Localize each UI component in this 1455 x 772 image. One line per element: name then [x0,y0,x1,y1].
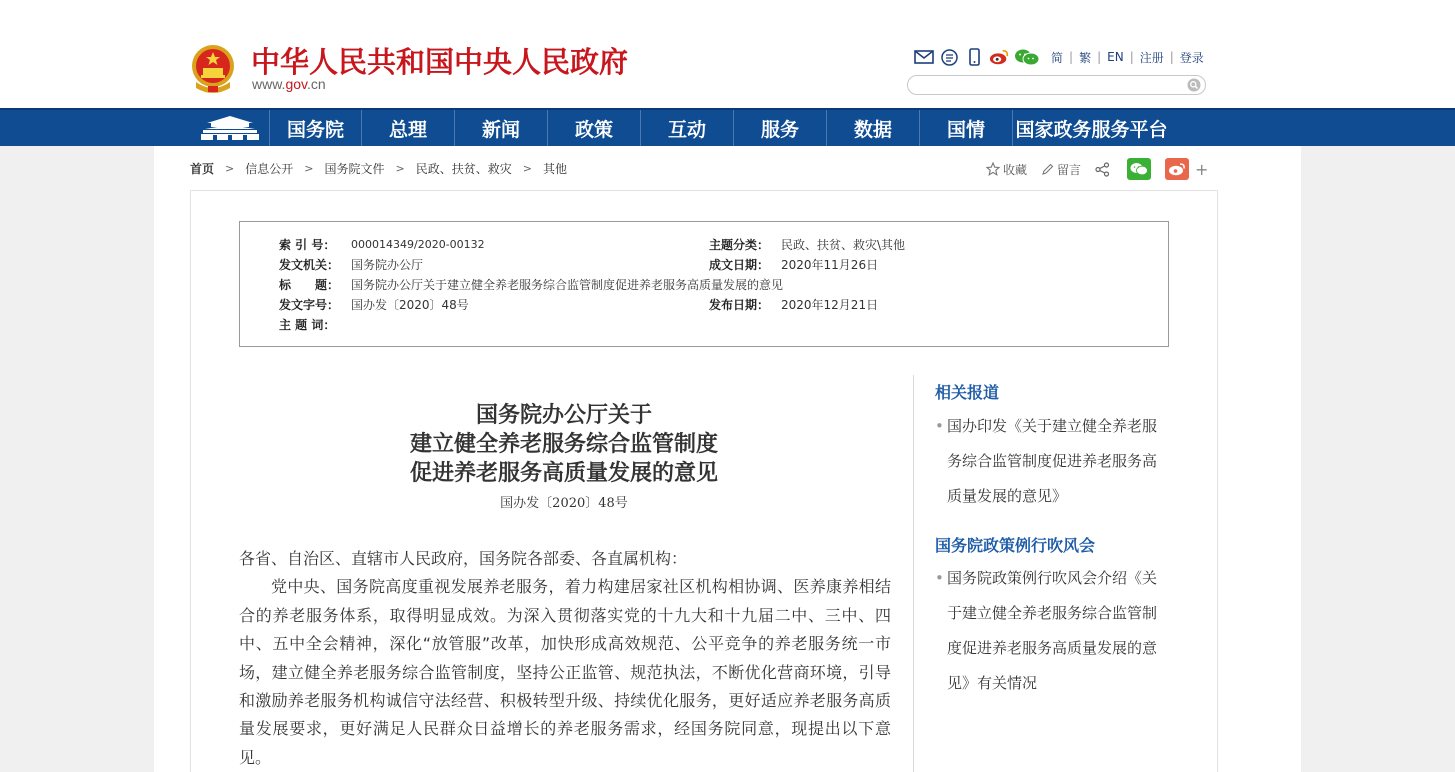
header-tools [914,46,1206,68]
pencil-icon [1041,163,1054,176]
weibo-share-button[interactable] [1165,158,1189,180]
article-paragraph: 党中央、国务院高度重视发展养老服务，着力构建居家社区机构相协调、医养康养相结合的养老服务体系，取得明显成效。为深入贯彻落实党的十九大和十九届二中、三中、四中、五中全会精神，深化“放管服”改革，加快形成高效规范、公平竞争的养老服务统一市场，建立健全养老服务综合监管制度，坚持公正监管、规范执法，不断优化营商环境，引导和激励养老服务机构诚信守法经营、积极转型升级、持续优化服务，更好适应养老服务高质量发展要求，更好满足人民群众日益增长的养老服务需求，经国务院同意，现提出以下意见。 [239,577,891,767]
chevron-right-icon: > [225,161,235,175]
meta-title-row [279,274,783,294]
share-icon [1095,162,1110,177]
meta-docnum-value: 国办发〔2020〕48号 [351,297,469,312]
breadcrumb [190,158,567,178]
meta-index-value: 000014349/2020-00132 [351,237,485,251]
article-salutation: 各省、自治区、直辖市人民政府，国务院各部委、各直属机构： [239,549,688,568]
search-input[interactable] [918,78,1183,92]
article-body [239,545,891,772]
weibo-icon[interactable] [989,47,1009,67]
site-title[interactable]: 中华人民共和国中央人民政府 [251,45,629,79]
policy-briefing-item[interactable] [935,561,1165,701]
meta-published-row [709,294,878,314]
breadcrumb-civil-affairs[interactable]: 民政、扶贫、救灾 [415,161,512,176]
mobile-icon[interactable] [964,47,984,67]
meta-keywords-row [279,314,351,334]
breadcrumb-state-council-documents[interactable]: 国务院文件 [324,161,385,176]
meta-docnum-label: 发文字号： [279,297,340,312]
nav-gov-service-platform[interactable]: 国家政务服务平台 [1015,118,1168,141]
main-nav [0,108,1455,146]
policy-briefing-link[interactable]: 国务院政策例行吹风会介绍《关于建立健全养老服务综合监管制度促进养老服务高质量发展的意见》有关情况 [947,569,1158,692]
nav-home-button[interactable] [190,110,270,146]
separator: | [1169,50,1174,64]
url-prefix: www. [252,76,286,92]
breadcrumb-other[interactable]: 其他 [542,161,567,176]
related-reports-heading[interactable]: 相关报道 [935,383,1000,402]
article-document-number: 国办发〔2020〕48号 [500,496,628,511]
link-simplified[interactable]: 简 [1051,50,1064,65]
bullet-icon: • [935,417,944,435]
article-title-line: 建立健全养老服务综合监管制度 [409,431,718,457]
chevron-right-icon: > [522,161,532,175]
nav-services[interactable]: 服务 [734,110,827,146]
meta-index-row [279,234,485,254]
meta-title-value: 国务院办公厅关于建立健全养老服务综合监管制度促进养老服务高质量发展的意见 [351,277,784,292]
comment-label: 留言 [1057,162,1082,177]
star-icon [986,162,1000,176]
nav-premier[interactable]: 总理 [362,110,455,146]
meta-issuer-label: 发文机关： [279,257,340,272]
separator: | [1129,50,1134,64]
separator: | [1069,50,1074,64]
breadcrumb-info-disclosure[interactable]: 信息公开 [245,161,294,176]
bullet-icon: • [935,569,944,587]
breadcrumb-home[interactable]: 首页 [190,161,215,176]
url-suffix: .cn [307,76,326,92]
nav-news[interactable]: 新闻 [455,110,548,146]
meta-topic-value: 民政、扶贫、救灾\其他 [781,237,906,252]
search-box [907,75,1206,95]
article-title [239,401,889,488]
wechat-icon [1130,162,1148,176]
link-login[interactable]: 登录 [1179,50,1204,65]
chevron-right-icon: > [395,161,405,175]
share-button[interactable] [1095,162,1113,177]
meta-topic-row [709,234,905,254]
mail-icon[interactable] [914,47,934,67]
nav-interaction[interactable]: 互动 [641,110,734,146]
link-register[interactable]: 注册 [1139,50,1164,65]
wechat-icon[interactable] [1014,47,1040,67]
site-header [0,0,1455,108]
meta-index-label: 索 引 号： [279,237,336,252]
article-title-line: 促进养老服务高质量发展的意见 [409,460,718,486]
language-account-links [1049,49,1206,66]
tiananmen-icon [199,115,261,141]
meta-issuer-row [279,254,423,274]
meta-published-value: 2020年12月21日 [781,297,879,312]
nav-policies[interactable]: 政策 [548,110,641,146]
wechat-share-button[interactable] [1127,158,1151,180]
link-english[interactable]: EN [1107,50,1124,64]
url-brand: gov [285,76,307,92]
meta-docnum-row [279,294,469,314]
meta-written-label: 成文日期： [709,257,770,272]
search-icon[interactable] [1187,78,1201,92]
national-emblem-icon[interactable] [190,44,236,94]
nav-national-conditions[interactable]: 国情 [920,110,1013,146]
meta-keywords-label: 主 题 词： [279,317,336,332]
favorite-button[interactable] [986,161,1027,178]
meta-published-label: 发布日期： [709,297,770,312]
related-report-item[interactable] [935,409,1165,514]
related-sidebar [913,375,1173,772]
more-share-button[interactable]: + [1195,159,1209,179]
chevron-right-icon: > [304,161,314,175]
nav-data[interactable]: 数据 [827,110,920,146]
comment-button[interactable] [1041,161,1081,178]
related-report-link[interactable]: 国办印发《关于建立健全养老服务综合监管制度促进养老服务高质量发展的意见》 [947,417,1158,505]
separator: | [1097,50,1102,64]
meta-written-row [709,254,878,274]
weibo-icon [1168,162,1186,176]
article-title-line: 国务院办公厅关于 [475,402,652,428]
link-traditional[interactable]: 繁 [1079,50,1092,65]
meta-topic-label: 主题分类： [709,237,770,252]
policy-briefing-heading[interactable]: 国务院政策例行吹风会 [935,536,1096,555]
meta-written-value: 2020年11月26日 [781,257,879,272]
meta-issuer-value: 国务院办公厅 [351,257,424,272]
meta-title-label: 标 题： [279,277,340,292]
rss-icon[interactable] [939,47,959,67]
favorite-label: 收藏 [1003,162,1028,177]
share-bar [986,157,1208,181]
nav-state-council[interactable]: 国务院 [270,110,362,146]
document-metadata-table [239,221,1169,347]
site-url [252,76,326,92]
